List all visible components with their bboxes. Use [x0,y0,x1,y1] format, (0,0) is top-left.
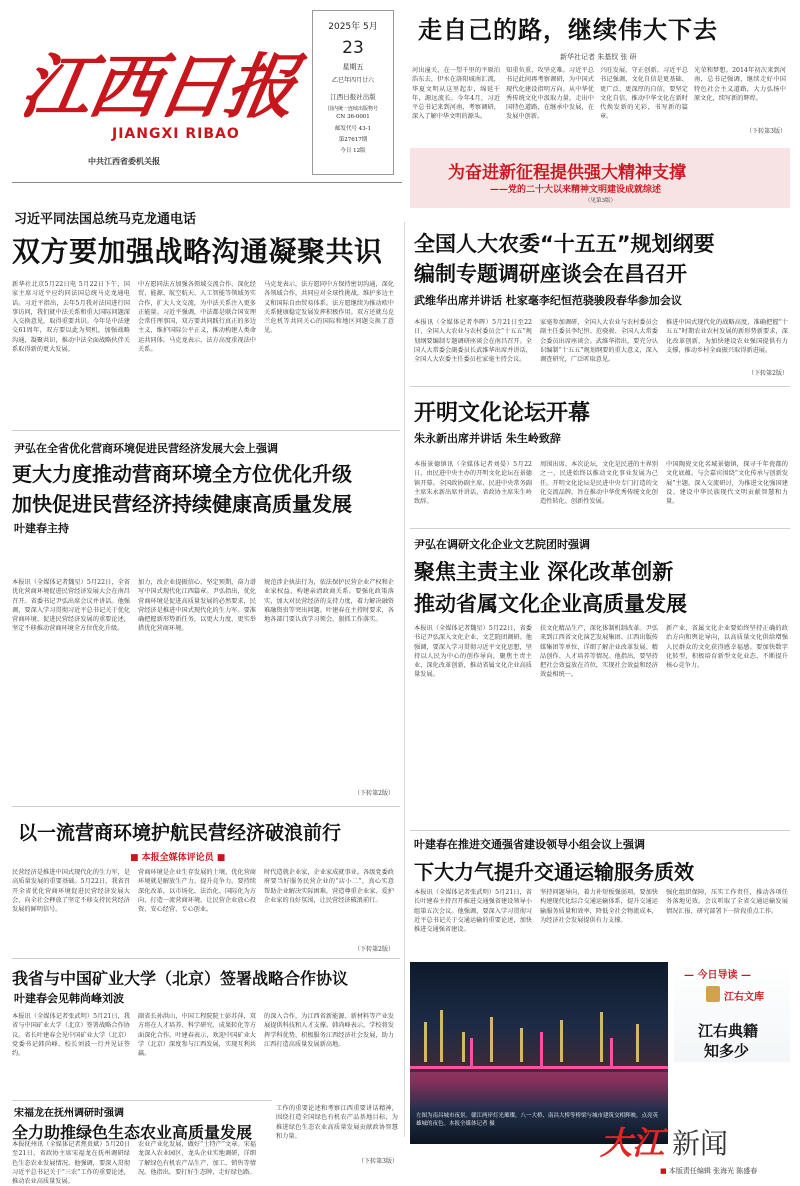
cn-label: 国内统一连续出版物号 [327,106,378,112]
business-kicker: 尹弘在全省优化营商环境促进民营经济发展大会上强调 [14,442,278,455]
divider-top [12,182,402,183]
today-guide-title-line1: 江右典籍 [698,1022,759,1040]
commentary-col3: 时代造就企业家，企业家成就事业。各级党委政府要当好服务民营企业的“店小二”，真心实意帮助企业解决实际困难，营造尊重企业家、爱护企业家的良好氛围，让民营经济破浪前行。 [264,869,394,904]
theory-subtitle: ——党的二十大以来精神文明建设成就综述 [490,185,662,195]
culture-forum-title: 开明文化论坛开幕 [414,401,591,426]
business-title-line1: 更大力度推动营商环境全方位优化升级 [12,462,352,486]
xi-call-title: 双方要加强战略沟通凝聚共识 [12,235,383,268]
dajiang-news-logo[interactable] [600,1118,790,1160]
today-guide-label [684,966,751,981]
culture-enterprise-title-line1: 聚焦主责主业 深化改革创新 [414,560,674,584]
npc-col3: 推进中国式现代化的战略高度，准确把握“十五五”时期农业农村发展的新形势新要求，深化改革创新，为加快建设农业强国提供有力支撑，推动乡村全面振兴取得新进展。 [666,319,788,354]
divider-right-transport [410,830,790,831]
divider-npc [410,386,790,387]
agri-title: 全力助推绿色生态农业高质量发展 [12,1123,253,1142]
agri-col1: 本报抚州讯（全媒体记者焦贵斌）5月20日至21日，省政协主席宋福龙在抚州调研绿色生态农业发展情况。他强调，要深入贯彻习近平总书记关于“三农”工作的重要论述，推动农业高质量发展。 [12,1141,130,1186]
culture-enterprise-col1: 本报讯（全媒体记者魏星）5月22日，省委书记尹弘深入文化企业、文艺院团调研。他强调，要深入学习贯彻习近平文化思想，坚持以人民为中心的创作导向，聚焦主责主业，深化改革创新，推动省属文化企业高质量发展。 [414,625,532,679]
dajiang-news-brand-dark: 新闻 [672,1127,729,1160]
cumtb-subtitle: 叶建春会见韩尚峰刘波 [14,992,124,1005]
masthead-sponsor: 中共江西省委机关报 [88,157,160,166]
top-story-col2: 知重负重，攻坚克难。习近平总书记此间再考察调研，为中国式现代化建设指明方向。从中华优秀传统文化中汲取力量，走出中国特色道路，在继承中发展，在发展中创新。 [506,67,594,121]
page-count: 今日 12版 [340,148,366,154]
culture-enterprise-title-line2: 推动省属文化企业高质量发展 [414,592,687,616]
xi-call-col3: 马克龙表示，法方愿同中方保持密切沟通，深化各领域合作，共同应对全球性挑战，维护多边主义和国际自由贸易体系。法方愿继续为推动欧中关系健康稳定发展发挥积极作用。双方还就乌克兰危机等共同关心的国际和地区问题交换了意见。 [264,281,394,335]
cumtb-col1: 本报讯（全媒体记者张武明）5月21日，我省与中国矿业大学（北京）签署战略合作协议。省长叶建春会见中国矿业大学（北京）党委书记韩尚峰、校长刘波一行并见证签约。 [12,1013,130,1058]
business-title-line2: 加快促进民营经济持续健康高质量发展 [12,492,352,516]
top-story-col3: 兴旺发展，守正创新。习近平总书记强调，文化自信是更基础、更广泛、更深厚的自信，要坚定文化自信，推动中华文化在新时代焕发新的光彩，书写新的篇章。 [600,67,688,121]
building-light [520,1028,523,1062]
today-guide-title-line2: 知多少 [704,1042,750,1060]
building-light [462,1032,465,1062]
theory-banner [410,148,790,208]
commentary-col1: 民营经济是推进中国式现代化的生力军，是高质量发展的重要基础。5月22日，我省召开全省优化营商环境促进民营经济发展大会，向全社会释放了坚定不移支持民营经济发展的鲜明信号。 [12,869,130,914]
date-box [312,10,394,175]
book-icon [706,986,720,1002]
top-story-title: 走自己的路，继续伟大下去 [418,16,718,44]
commentary-subtitle [130,850,225,863]
masthead-pinyin: JIANGXI RIBAO [112,126,240,142]
culture-enterprise-col3: 新产业，省属文化企业要始终坚持正确的政治方向和舆论导向，以高质量文化供给增强人民群众的文化获得感幸福感。要加快数字化转型，积极培育新型文化业态，不断提升核心竞争力。 [666,625,788,670]
footer-marker: ■ [660,1167,669,1175]
npc-col1: 本报讯（全媒体记者李晖）5月21日至22日，全国人大农业与农村委员会“十五五”规划纲要编制专题调研座谈会在南昌召开。全国人大常委会副委员长武维华出席并讲话，全国人大农委主任委员杜家毫主持会议。 [414,319,532,364]
business-continued: （下转第2版） [354,790,394,797]
commentary-title: 以一流营商环境护航民营经济破浪前行 [18,822,342,844]
culture-forum-col2: 周围出席。本次论坛，文化是民进的主界别之一，民进始终以推动文化事业发展为己任。开明文化论坛是民进中央专门打造的文化交流品牌，旨在推动中华优秀传统文化创造性转化、创新性发展。 [540,461,658,506]
divider-left-commentary [12,806,400,807]
main-column-divider [404,222,405,1137]
today-guide-rule-right: — [737,970,751,981]
culture-enterprise-kicker: 尹弘在调研文化企业文艺院团时强调 [414,538,590,551]
divider-left-business [12,430,400,431]
date-year-month: 2025年 5月 [328,22,378,32]
dajiang-news-brand-red: 大江 [600,1124,665,1162]
postal-code: 邮发代号 43-1 [334,126,372,132]
date-day: 23 [342,38,364,58]
cumtb-col2: 副省长孙洪山，中国工程院院士彭苏萍，双方将在人才培养、科学研究、成果转化等方面深化合作。叶建春表示，欢迎中国矿业大学（北京）深度参与江西发展，实现互利共赢。 [138,1013,256,1058]
business-col3: 规范涉企执法行为，依法保护民营企业产权和企业家权益，构建亲清政商关系。要强化政策落实，加大对民营经济的支持力度，着力解决融资难融资贵等突出问题。叶建春在主持时要求，各地各部门要认真学习领会，狠抓工作落实。 [264,579,394,624]
xi-call-col2: 中方愿同法方加强各领域交流合作，深化经贸、能源、航空航天、人工智能等领域务实合作，扩大人文交流，为中法关系注入更多正能量。习近平强调，中法都是联合国安理会常任理事国，双方要共同践行真正的多边主义，维护国际公平正义，推动构建人类命运共同体。马克龙表示，法方高度重视法中关系。 [138,281,256,354]
building-light [636,1024,639,1062]
bridge-tower-light [470,1038,473,1068]
business-col1: 本报讯（全媒体记者魏星）5月22日，全省优化营商环境促进民营经济发展大会在南昌召开。省委书记尹弘出席会议并讲话。他强调，要深入学习贯彻习近平总书记关于优化营商环境、促进民营经济发展的重要论述，坚定不移推动营商环境全方位优化升级。 [12,579,130,633]
divider-left-cumtb [12,958,400,959]
top-story-byline: 新华社记者 朱基钗 张 研 [560,53,637,61]
building-light [424,1022,427,1062]
culture-forum-subtitle: 朱永新出席并讲话 朱生岭致辞 [414,432,561,445]
commentary-marker-right: ■ [213,853,226,863]
business-col2: 加力，改企业提振信心、坚定预期，奋力谱写中国式现代化江西篇章。尹弘指出，优化营商环境是促进高质量发展的必然要求，民营经济是推进中国式现代化的生力军。要准确把握新形势新任务，以更大力度、更实举措优化营商环境。 [138,579,256,633]
transport-kicker: 叶建春在推进交通强省建设领导小组会议上强调 [414,838,645,851]
cumtb-title: 我省与中国矿业大学（北京）签署战略合作协议 [12,969,349,988]
today-guide-brand: 江右文库 [724,992,764,1003]
agri-continued: （下转第3版） [358,1158,398,1165]
night-cityscape-photo [410,962,668,1144]
bridge-tower-light [610,1038,613,1068]
today-guide[interactable] [674,962,790,1062]
bridge-deck-light [410,1066,668,1069]
divider-right-enterprise [410,528,790,529]
npc-col2: 家毫参加调研，全国人大农业与农村委员会副主任委员李纪恒、范骁骏、全国人大常委会委员出席座谈会。武维华指出，要充分认识编制“十五五”规划纲要的重大意义，深入调查研究，广泛听取意见。 [540,319,658,364]
culture-forum-col1: 本报景德镇讯（全媒体记者刘晏）5月22日，由民进中央主办的开明文化论坛在景德镇开幕。全国政协副主席、民进中央常务副主席朱永新出席并讲话，省政协主席朱生岭致辞。 [414,461,532,506]
agri-kicker: 宋福龙在抚州调研时强调 [14,1108,124,1119]
footer-editor [660,1166,757,1176]
business-subtitle: 叶建春主持 [14,522,69,535]
building-light [600,1012,603,1062]
commentary-continued: （下转第2版） [354,946,394,953]
today-guide-label-text: 今日导读 [697,970,738,981]
agri-col3: 工作的重要论述和考察江西重要讲话精神，围绕打造全国绿色有机农产品基地目标，为推进绿色生态农业高质量发展贡献政协智慧和力量。 [276,1105,398,1140]
transport-title: 下大力气提升交通运输服务质效 [414,860,694,884]
agri-col2: 农业产业化发展，做好“土特产”文章。宋福龙深入农业园区、龙头企业实地调研，详细了解绿色有机农产品生产、加工、销售等情况。他指出，要打好生态牌，走好绿色路。 [138,1141,256,1176]
npc-continued: （下转第2版） [748,370,788,377]
theory-continued: （见第3版） [585,198,616,204]
lunar-date: 乙巳年四月廿六 [331,77,374,84]
footer-editor-text: 本版责任编辑 张海光 陈盛春 [668,1167,758,1175]
culture-forum-col3: 中国陶瓷文化名城景德镇，探寻千年瓷都的文化底蕴。与会嘉宾围绕“文化传承与创新发展”主题，深入交流研讨，为推进文化强国建设、建设中华民族现代文明贡献智慧和力量。 [666,461,788,506]
river-reflection [410,1072,668,1112]
xi-call-col1: 新华社北京5月22日电 5月22日下午，国家主席习近平应约同法国总统马克龙通电话。习近平指出，去年5月我对法国进行国事访问，我们就中法关系和重大国际问题深入交换意见，取得重要共识。今年是中法建交61周年，双方要以此为契机，加强战略沟通，凝聚共识，推动中法全面战略伙伴关系取得新的更大发展。 [12,281,130,354]
bridge-tower-light [540,1032,543,1068]
cumtb-col3: 的深入合作，为江西省新能源、新材料等产业发展提供科技和人才支撑。韩尚峰表示，学校将发挥学科优势，积极服务江西经济社会发展，助力江西打造高质量发展新高地。 [264,1013,394,1048]
transport-col3: 强化组织保障，压实工作责任，推动各项任务落地见效。会议听取了全省交通运输发展情况汇报，研究部署下一阶段重点工作。 [666,889,788,915]
transport-col2: 坚持问题导向，着力补短板强弱项。要加快构建现代化综合交通运输体系，提升交通运输服务质量和效率，降低全社会物流成本，为经济社会发展提供有力支撑。 [540,889,658,924]
weekday: 星期五 [342,63,364,71]
culture-enterprise-col2: 扶文化精品生产，深化体制机制改革。尹弘来到江西省文化演艺发展集团、江西出版传媒集团等单位，详细了解企业改革发展、精品创作、人才培养等情况。他指出，要坚持把社会效益放在首位，实现社会效益和经济效益相统一。 [540,625,658,679]
top-story-continued: （下转第3版） [746,128,786,135]
publisher: 江西日报社出版 [330,93,376,101]
top-story-col1: 河出潼关，在一望千里的平原泊浩东去，伊水在洛阳城南汇流，华夏文明从这里起步，绵延千年，源远流长。今年4月，习近平总书记来到河南，考察调研，深入了解中华文明的源头。 [412,67,500,121]
commentary-marker-left: ■ [130,853,142,863]
photo-caption: 左图为南昌城市夜景。赣江两岸灯光璀璨，八一大桥、南昌大桥等桥梁与城市建筑交相辉映，点亮英雄城的夜色。本报全媒体记者 摄 [416,1113,659,1127]
divider-left-agri [12,1100,272,1101]
commentary-subtitle-text: 本报全媒体评论员 [141,853,214,863]
issue-number: 第27617期 [338,137,368,143]
commentary-col2: 营商环境是企业生存发展的土壤，优化营商环境就是解放生产力、提升竞争力。要持续深化改革，以市场化、法治化、国际化为方向，打造一流营商环境，让民营企业放心投资、安心经营、专心创业。 [138,869,256,914]
building-light [490,1017,493,1062]
cn-number: CN 36-0001 [336,114,370,120]
transport-col1: 本报讯（全媒体记者张武明）5月21日，省长叶建春主持召开推进交通强省建设领导小组第五次会议。他强调，要深入学习贯彻习近平总书记关于交通运输的重要论述，加快推进交通强省建设。 [414,889,532,934]
npc-title-line2: 编制专题调研座谈会在昌召开 [414,262,687,286]
npc-subtitle: 武维华出席并讲话 杜家毫李纪恒范骁骏段春华参加会议 [414,294,682,307]
masthead-logo: 江西日报 [14,45,302,128]
masthead [0,0,310,175]
today-guide-rule-left: — [684,970,698,981]
xi-call-kicker: 习近平同法国总统马克龙通电话 [14,212,197,227]
building-light [560,1020,563,1062]
theory-title: 为奋进新征程提供强大精神支撑 [448,163,686,183]
npc-title-line1: 全国人大农委“十五五”规划纲要 [414,232,715,256]
building-light [440,1010,443,1062]
top-story-col4: 光荣和梦想。2014年初次来到河南，总书记强调，继续走好中国特色社会主义道路，大力弘扬中原文化，续写新的辉煌。 [694,67,786,102]
